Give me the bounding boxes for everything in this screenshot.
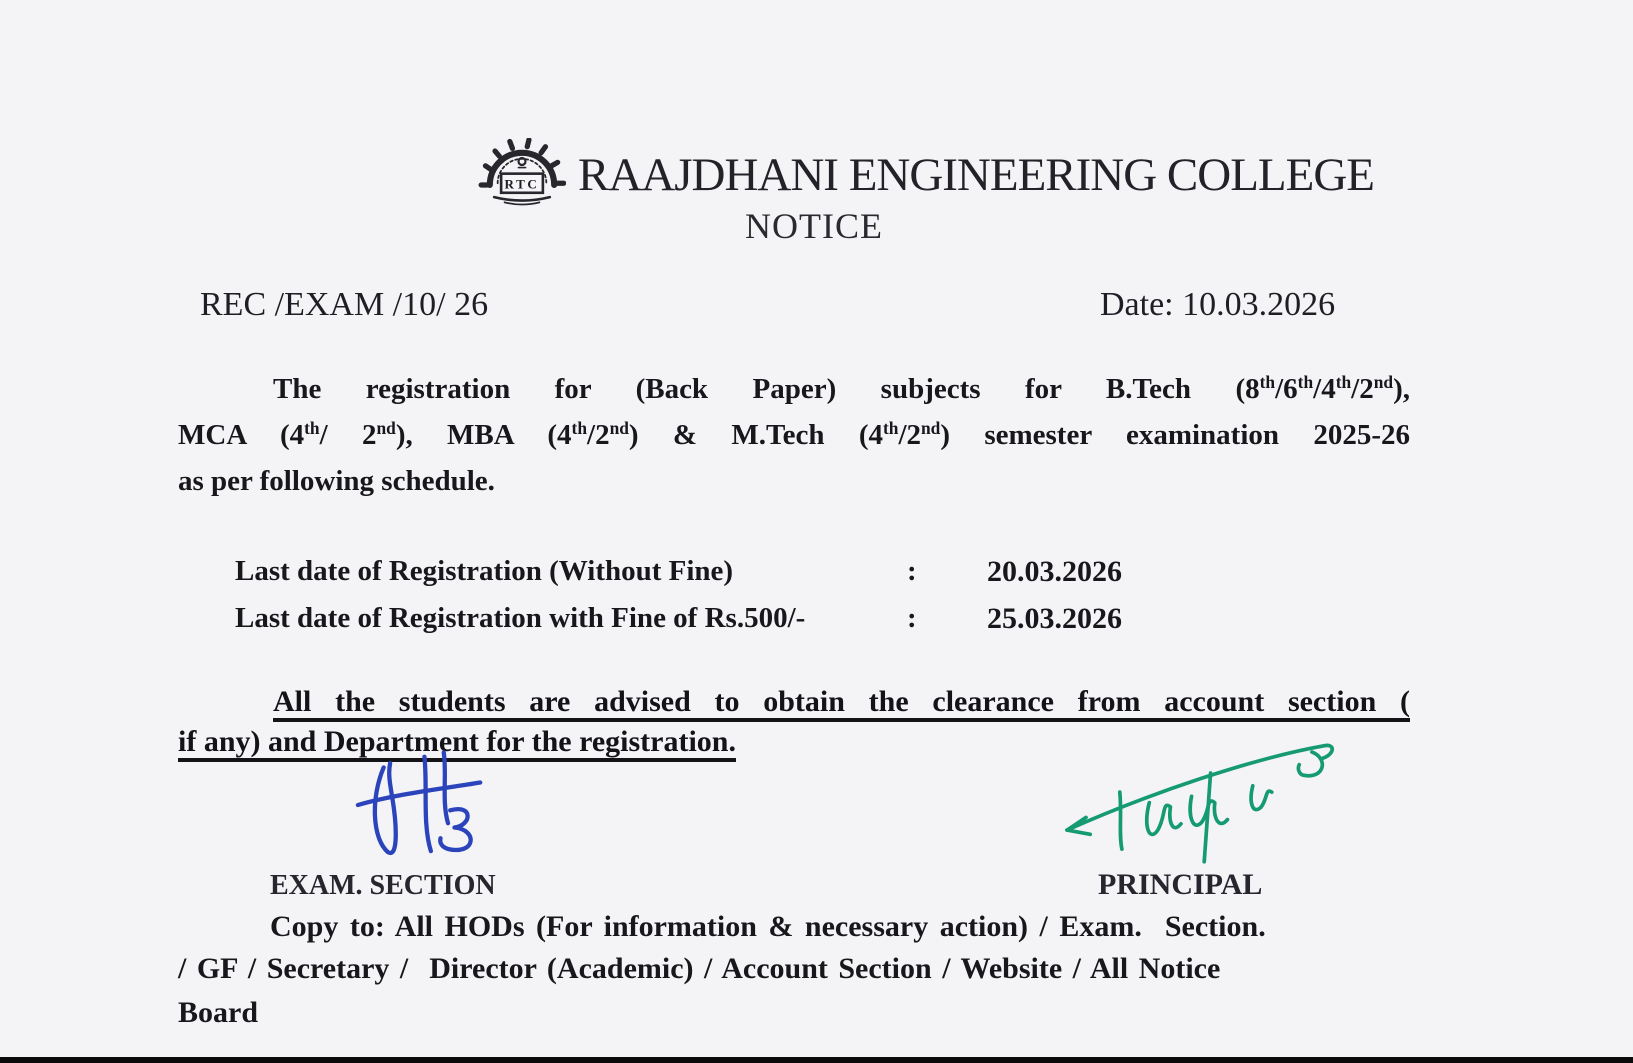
- schedule-label: Last date of Registration (Without Fine): [235, 555, 734, 587]
- body-paragraph: [178, 368, 1410, 503]
- principal-signature: [1052, 733, 1348, 866]
- copy-to-line-2: / GF / Secretary / Director (Academic) / Account Section / Website / All Notice: [178, 952, 1221, 985]
- advisory-line-2: if any) and Department for the registration.: [178, 725, 736, 758]
- scan-edge-bar: [0, 1057, 1633, 1063]
- exam-section-label: EXAM. SECTION: [270, 870, 496, 901]
- advisory-line-1: All the students are advised to obtain the clearance from account section (: [273, 685, 1410, 718]
- college-logo-icon: [478, 138, 566, 218]
- principal-label: PRINCIPAL: [1098, 868, 1263, 901]
- schedule-label: Last date of Registration with Fine of Rs.500/-: [235, 602, 806, 634]
- schedule-row-with-fine: [235, 602, 1435, 642]
- exam-section-signature: [342, 746, 494, 864]
- schedule-date: 20.03.2026: [987, 555, 1122, 588]
- schedule-colon: :: [907, 555, 917, 587]
- college-name: RAAJDHANI ENGINEERING COLLEGE: [578, 149, 1375, 201]
- schedule-colon: :: [907, 602, 917, 634]
- reference-number: REC /EXAM /10/ 26: [200, 286, 489, 323]
- copy-to-line-1: Copy to: All HODs (For information & necessary action) / Exam. Section.: [270, 910, 1266, 943]
- schedule-row-without-fine: [235, 555, 1435, 595]
- paragraph-line-3: as per following schedule.: [178, 465, 495, 497]
- schedule-date: 25.03.2026: [987, 602, 1122, 635]
- notice-date: Date: 10.03.2026: [1100, 286, 1336, 323]
- paragraph-line-2: MCA (4th/ 2nd), MBA (4th/2nd) & M.Tech (4th/2nd) semester examination 2025-26: [178, 418, 1410, 451]
- notice-title: NOTICE: [745, 206, 883, 246]
- logo-text: RTC: [504, 176, 540, 192]
- copy-to-line-3: Board: [178, 996, 259, 1029]
- paragraph-line-1: The registration for (Back Paper) subjects for B.Tech (8th/6th/4th/2nd),: [273, 372, 1410, 405]
